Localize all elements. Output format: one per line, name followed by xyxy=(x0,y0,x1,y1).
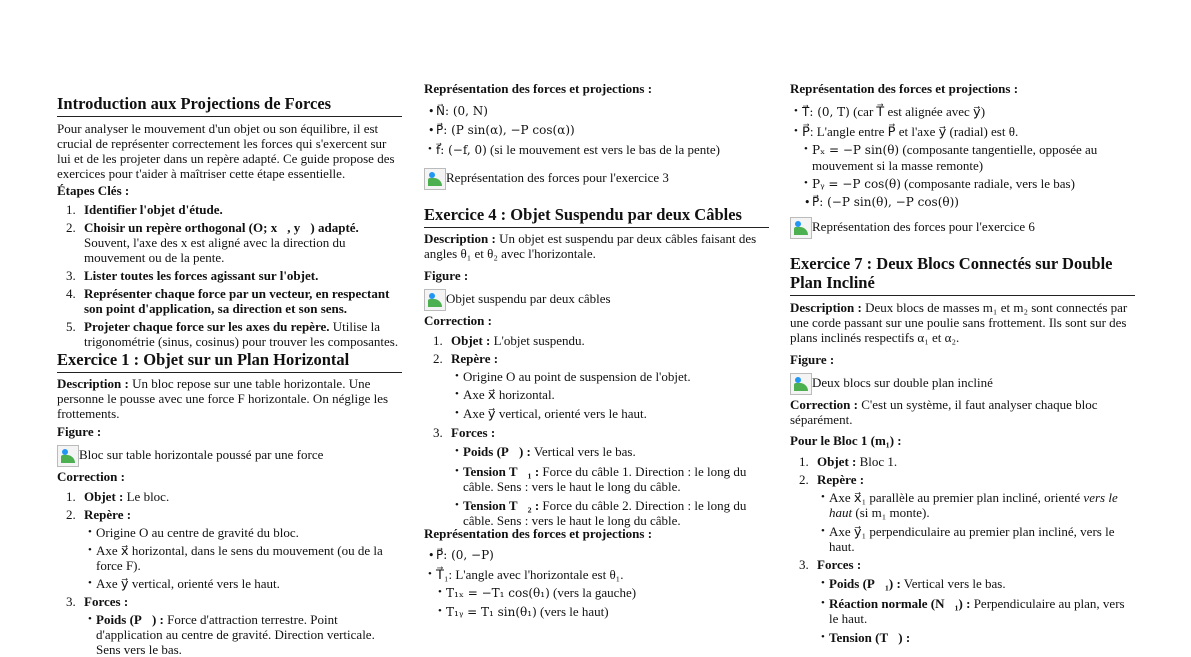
exercise-7-figure: Deux blocs sur double plan incliné xyxy=(790,373,1135,395)
projections-heading-2: Représentation des forces et projections : xyxy=(424,526,653,541)
list-item: • Axe y⃗ vertical, orienté vers le haut. xyxy=(84,576,402,591)
broken-image-icon xyxy=(790,217,812,239)
broken-image-icon xyxy=(424,289,446,311)
exercise-7-correction: Correction : C'est un système, il faut analyser chaque bloc séparément. xyxy=(790,397,1098,427)
exercise-1-title: Exercice 1 : Objet sur un Plan Horizontal xyxy=(57,350,402,373)
intro-title: Introduction aux Projections de Forces xyxy=(57,94,402,117)
exercise-6-figure: Représentation des forces pour l'exercice 6 xyxy=(790,217,1135,239)
broken-image-icon xyxy=(790,373,812,395)
list-item: • T⃗₁: L'angle avec l'horizontale est θ₁. xyxy=(424,567,769,582)
list-item: • Pᵧ = −P cos(θ) (composante radiale, vers le bas) xyxy=(800,176,1135,192)
exercise-1-figure: Bloc sur table horizontale poussé par une force xyxy=(57,445,402,467)
broken-image-icon xyxy=(424,168,446,190)
list-item: 4. Représenter chaque force par un vecteur, en respectant son point d'application, sa direction et son sens. xyxy=(66,286,390,316)
list-item: • Axe y⃗ vertical, orienté vers le haut. xyxy=(451,406,769,421)
list-item: • N⃗: (0, N) xyxy=(424,104,769,119)
list-item: • Axe x⃗₁ parallèle au premier plan incliné, orienté vers le haut (si m₁ monte). xyxy=(817,490,1135,520)
list-item: • T₁ₓ = −T₁ cos(θ₁) (vers la gauche) xyxy=(434,585,769,601)
exercise-1-description: Description : Un bloc repose sur une table horizontale. Une personne le pousse avec une force F horizontale. On néglige les frottements. xyxy=(57,376,389,421)
correction-label: Correction : xyxy=(424,313,492,328)
exercise-7-description: Description : Deux blocs de masses m₁ et m₂ sont connectés par une corde passant sur une poulie sans frottement. Ils sont sur des plans inclinés respectifs α₁ et α₂. xyxy=(790,300,1128,345)
list-item: • Tension (T⃗) : xyxy=(817,630,1135,645)
list-item: • Réaction normale (N⃗₁) : Perpendiculaire au plan, vers le haut. xyxy=(817,596,1135,626)
intro-text: Pour analyser le mouvement d'un objet ou son équilibre, il est crucial de représenter correctement les forces qui s'exercent sur lui et de les projeter dans un repère adapté. Ce guide propose des exercices pour t'aider à maîtriser cette étape essentielle. xyxy=(57,121,395,181)
list-item: • T₁ᵧ = T₁ sin(θ₁) (vers le haut) xyxy=(434,604,769,620)
list-item: • P⃗: (P sin(α), −P cos(α)) xyxy=(424,123,769,138)
steps-heading: Étapes Clés : xyxy=(57,183,130,198)
list-item: • Tension T⃗₁ : Force du câble 1. Direction : le long du câble. Sens : vers le haut le long du câble. xyxy=(451,464,769,494)
bloc-1-heading: Pour le Bloc 1 (m₁) : xyxy=(790,433,902,448)
projections-list-2 xyxy=(424,548,769,620)
list-item: • Poids (P⃗₁) : Vertical vers le bas. xyxy=(817,576,1135,591)
list-item: • Axe x⃗ horizontal, dans le sens du mouvement (ou de la force F). xyxy=(84,543,402,573)
exercise-4-title: Exercice 4 : Objet Suspendu par deux Câbles xyxy=(424,205,769,228)
projections-list xyxy=(424,104,769,158)
list-item: • P⃗: L'angle entre P⃗ et l'axe y⃗ (radial) est θ. xyxy=(790,124,1135,139)
list-item: • T⃗: (0, T) (car T⃗ est alignée avec y⃗) xyxy=(790,104,1135,120)
exercise-4-figure: Objet suspendu par deux câbles xyxy=(424,289,769,311)
list-item: • Axe y⃗₁ perpendiculaire au premier plan incliné, vers le haut. xyxy=(817,524,1135,554)
exercise-4-correction: 1. Objet : L'objet suspendu. 2. Repère : • Origine O au point de suspension de l'objet. • Axe x⃗ horizontal. • Axe y⃗ vertical, orienté vers le haut. 3. Forces : • Poids (P⃗) : Vertical vers le bas. • Tension T⃗₁ : Force du câble 1. Direction : le long du câble. Sens : vers le haut le long du câble. • Tension T⃗₂ : Force du câble 2. Direction : le long du câble. Sens : vers le haut le long du câble. xyxy=(424,333,769,528)
exercise-3-figure: Représentation des forces pour l'exercice 3 xyxy=(424,168,769,190)
exercise-4-description: Description : Un objet est suspendu par deux câbles faisant des angles θ₁ et θ₂ avec l'horizontale. xyxy=(424,231,757,261)
exercise-7-title: Exercice 7 : Deux Blocs Connectés sur Double Plan Incliné xyxy=(790,254,1135,296)
projections-list xyxy=(790,104,1135,210)
list-item: 1. Identifier l'objet d'étude. xyxy=(66,202,223,217)
list-item: • Origine O au centre de gravité du bloc. xyxy=(84,525,402,540)
figure-label: Figure : xyxy=(57,424,102,439)
projections-heading: Représentation des forces et projections : xyxy=(790,81,1019,96)
exercise-1-correction: 1. Objet : Le bloc. 2. Repère : • Origine O au centre de gravité du bloc. • Axe x⃗ horizontal, dans le sens du mouvement (ou de la force F). • Axe y⃗ vertical, orienté vers le haut. 3. Forces : • Poids (P⃗) : Force d'attraction terrestre. Point d'application au centre de gravité. Direction verticale. Sens vers le bas. xyxy=(57,489,402,657)
figure-label: Figure : xyxy=(424,268,469,283)
list-item: • Poids (P⃗) : Vertical vers le bas. xyxy=(451,444,769,459)
list-item: • P⃗: (−P sin(θ), −P cos(θ)) xyxy=(800,195,1135,210)
list-item: 2. Choisir un repère orthogonal (O; x⃗, y⃗) adapté. Souvent, l'axe des x est aligné avec la direction du mouvement ou de la pente. xyxy=(66,220,359,265)
list-item: 3. Lister toutes les forces agissant sur l'objet. xyxy=(66,268,319,283)
bloc-1-correction: 1. Objet : Bloc 1. 2. Repère : • Axe x⃗₁ parallèle au premier plan incliné, orienté vers le haut (si m₁ monte). • Axe y⃗₁ perpendiculaire au premier plan incliné, vers le haut. 3. Forces : • Poids (P⃗₁) : Vertical vers le bas. • Réaction normale (N⃗₁) : Perpendiculaire au plan, vers le haut. • Tension (T⃗) : xyxy=(790,454,1135,645)
list-item: • f⃗: (−f, 0) (si le mouvement est vers le bas de la pente) xyxy=(424,142,769,158)
list-item: • Origine O au point de suspension de l'objet. xyxy=(451,369,769,384)
list-item: 5. Projeter chaque force sur les axes du repère. Utilise la trigonométrie (sinus, cosinus) pour trouver les composantes. xyxy=(66,319,399,349)
figure-label: Figure : xyxy=(790,352,835,367)
projections-heading: Représentation des forces et projections : xyxy=(424,81,653,96)
list-item: • Axe x⃗ horizontal. xyxy=(451,387,769,402)
list-item: • Poids (P⃗) : Force d'attraction terrestre. Point d'application au centre de gravité. Direction verticale. Sens vers le bas. xyxy=(84,612,402,657)
list-item: • Tension T⃗₂ : Force du câble 2. Direction : le long du câble. Sens : vers le haut le long du câble. xyxy=(451,498,769,528)
correction-label: Correction : xyxy=(57,469,125,484)
list-item: • Pₓ = −P sin(θ) (composante tangentielle, opposée au mouvement si la masse remonte) xyxy=(800,142,1135,173)
steps-list xyxy=(57,202,402,349)
broken-image-icon xyxy=(57,445,79,467)
list-item: • P⃗: (0, −P) xyxy=(424,548,769,563)
